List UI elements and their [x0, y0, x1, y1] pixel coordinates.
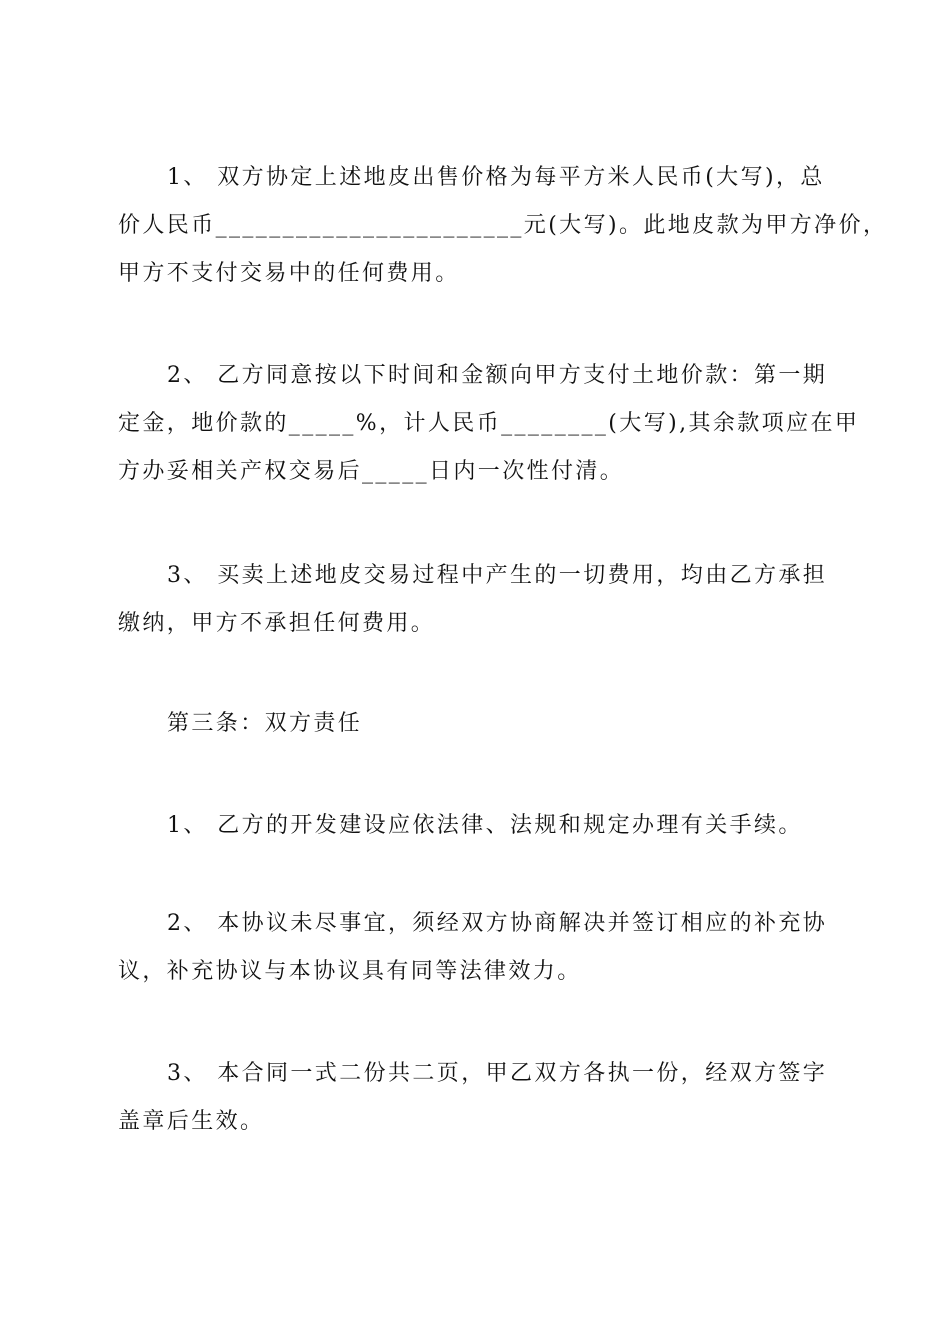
- clause-copies-paragraph: [118, 1050, 838, 1146]
- text-line: 2、 本协议未尽事宜，须经双方协商解决并签订相应的补充协: [167, 911, 828, 936]
- text-line: 缴纳，甲方不承担任何费用。: [118, 611, 436, 636]
- clause-price-paragraph: [118, 154, 888, 298]
- text-line: 1、 乙方的开发建设应依法律、法规和规定办理有关手续。: [167, 813, 803, 838]
- text-line: 3、 买卖上述地皮交易过程中产生的一切费用，均由乙方承担: [167, 563, 828, 588]
- clause-development-paragraph: [118, 802, 838, 850]
- clause-payment-paragraph: [118, 352, 860, 496]
- text-line: 议，补充协议与本协议具有同等法律效力。: [118, 959, 582, 984]
- text-line: 方办妥相关产权交易后_____日内一次性付清。: [118, 459, 625, 484]
- text-line: 1、 双方协定上述地皮出售价格为每平方米人民币(大写)，总: [167, 165, 825, 190]
- clause-fees-paragraph: [118, 552, 838, 648]
- clause-supplement-paragraph: [118, 900, 838, 996]
- text-line: 2、 乙方同意按以下时间和金额向甲方支付土地价款：第一期: [167, 363, 828, 388]
- section-heading-article-three: [118, 700, 838, 748]
- section-heading: 第三条：双方责任: [167, 711, 363, 736]
- text-line: 定金，地价款的_____%，计人民币________(大写),其余款项应在甲: [118, 411, 860, 436]
- text-line: 3、 本合同一式二份共二页，甲乙双方各执一份，经双方签字: [167, 1061, 828, 1086]
- text-line: 甲方不支付交易中的任何费用。: [118, 261, 460, 286]
- text-line: 价人民币_______________________元(大写)。此地皮款为甲方净价，: [118, 213, 888, 238]
- text-line: 盖章后生效。: [118, 1109, 265, 1134]
